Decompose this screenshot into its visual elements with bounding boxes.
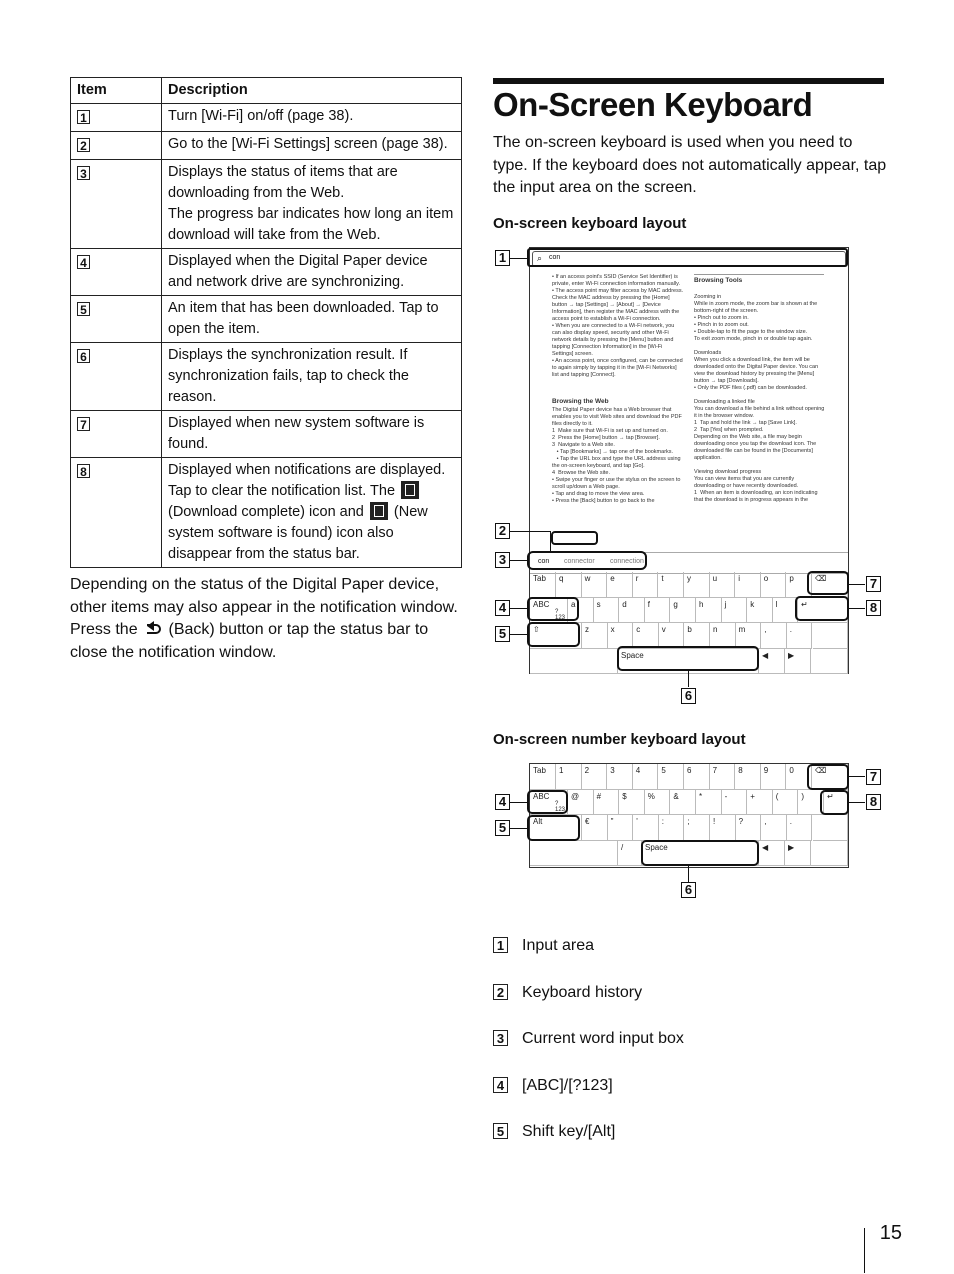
- tab-key[interactable]: Tab: [530, 572, 556, 598]
- key-([interactable]: (: [773, 790, 799, 816]
- callout-6: 6: [681, 688, 696, 704]
- key-?[interactable]: ?: [736, 815, 762, 841]
- key-9[interactable]: 9: [761, 764, 787, 790]
- key-o[interactable]: o: [761, 572, 787, 598]
- history-word[interactable]: connection: [610, 558, 644, 565]
- enter-key[interactable]: ↵: [824, 790, 848, 816]
- blank-key: [811, 841, 848, 867]
- page-number: 15: [879, 1222, 902, 1244]
- key-+[interactable]: +: [747, 790, 773, 816]
- callout-5: 5: [495, 626, 510, 642]
- key-g[interactable]: g: [670, 598, 696, 624]
- legend-label: [ABC]/[?123]: [522, 1077, 613, 1094]
- key-z[interactable]: z: [582, 623, 608, 649]
- header-item: Item: [71, 78, 162, 104]
- delete-key[interactable]: ⌫: [812, 764, 848, 790]
- key-€[interactable]: €: [582, 815, 608, 841]
- callout-7: 7: [866, 576, 881, 592]
- key-2[interactable]: 2: [582, 764, 608, 790]
- item-description: Displayed when notifications are displayed. Tap to clear the notification list. The: [168, 462, 446, 499]
- legend-item: [493, 984, 642, 1002]
- key-@[interactable]: @: [568, 790, 594, 816]
- key-.[interactable]: .: [787, 815, 813, 841]
- enter-key-outline: [795, 596, 849, 621]
- item-description: Go to the [Wi-Fi Settings] screen (page 38).: [162, 132, 462, 160]
- legend-label: Input area: [522, 937, 595, 954]
- key-123-label: ?123: [555, 800, 566, 813]
- enter-key-outline: [820, 790, 849, 815]
- legend-number: 4: [493, 1077, 508, 1093]
- doc-body: Zooming in While in zoom mode, the zoom bar is shown at the bottom-right of the screen. • Pinch out to zoom in. • Pinch in to zoom out. • Double-tap to fit the page to the window size. To exit zoom mode, pinch in or double tap again. Downloads When you click a download link, the item will be downloaded onto the Digital Paper device. You can view the download history by pressing the [Menu] button → tap [Downloads]. • Only the PDF files (.pdf) can be downloaded. Downloading a linked file You can download a file behind a link without opening it in the browser window. 1 Tap and hold the link → tap [Save Link]. 2 Tap [Yes] when prompted. Depending on the Web site, a file may begin downloading once you tap the download icon. The downloaded file can be found in the [Documents] application. Viewing download progress You can view items that you are currently downloading or have recently downloaded. 1 When an item is downloading, an icon indicating that the download is in progress appears in the: [694, 294, 825, 503]
- key-a[interactable]: a: [568, 598, 594, 624]
- current-word-box[interactable]: con: [538, 558, 550, 565]
- table-row: [71, 343, 462, 411]
- key-:[interactable]: :: [659, 815, 685, 841]
- item-description-extra: The progress bar indicates how long an item download will take from the Web.: [168, 206, 454, 243]
- key-;[interactable]: ;: [684, 815, 710, 841]
- tab-key[interactable]: Tab: [530, 764, 556, 790]
- item-description: Turn [Wi-Fi] on/off (page 38).: [162, 104, 462, 132]
- key-6[interactable]: 6: [684, 764, 710, 790]
- key-m[interactable]: m: [736, 623, 762, 649]
- delete-key-outline: [807, 764, 849, 790]
- callout-8: 8: [866, 794, 881, 810]
- table-row: [71, 160, 462, 249]
- keyboard-layout-heading: On-screen keyboard layout: [493, 215, 687, 232]
- key-)[interactable]: ): [798, 790, 824, 816]
- paragraph-text: Depending on the status of the Digital Paper device, other items may also appear in the notification window. Press the: [70, 576, 458, 638]
- callout-6: 6: [681, 882, 696, 898]
- key-k[interactable]: k: [747, 598, 773, 624]
- item-description-part: (Download complete) icon and: [168, 504, 364, 520]
- callout-7: 7: [866, 769, 881, 785]
- item-description: Displayed when new system software is found.: [162, 411, 462, 458]
- abc-key[interactable]: ABC ?123: [530, 598, 568, 624]
- legend-item: [493, 1077, 613, 1095]
- key-,[interactable]: ,: [761, 815, 787, 841]
- legend-number: 1: [493, 937, 508, 953]
- doc-heading: Browsing the Web: [552, 398, 609, 405]
- callout-1: 1: [495, 250, 510, 266]
- key-,[interactable]: ,: [761, 623, 787, 649]
- item-number: 5: [77, 302, 90, 316]
- abc-key[interactable]: ABC ?123: [530, 790, 568, 816]
- key-4[interactable]: 4: [633, 764, 659, 790]
- key-n[interactable]: n: [710, 623, 736, 649]
- doc-bullets: • If an access point's SSID (Service Set Identifier) is private, enter Wi-Fi connection information manually. • The access point may filter access by MAC address. Check the MAC address by pressing the [Home] button → tap [Settings] → [About] → [Device Information], then register the MAC address with the access point to establish a Wi-Fi connection. • When you are connected to a Wi-Fi network, you can also display speed, security and other Wi-Fi network details by pressing the [Menu] button and tapping [Connection Information] in the [Wi-Fi Settings] screen. • An access point, once configured, can be connected to again simply by tapping it in the [Wi-Fi Networks] list and tapping [Connect].: [552, 274, 684, 378]
- key-![interactable]: !: [710, 815, 736, 841]
- search-icon: ⌕: [537, 253, 543, 263]
- key-#[interactable]: #: [594, 790, 620, 816]
- key-.[interactable]: .: [787, 623, 813, 649]
- key-5[interactable]: 5: [658, 764, 684, 790]
- key-s[interactable]: s: [594, 598, 620, 624]
- key-123-label: ?123: [555, 608, 566, 621]
- key-i[interactable]: i: [735, 572, 761, 598]
- item-description: An item that has been downloaded. Tap to open the item.: [162, 296, 462, 343]
- page-number-rule: [864, 1228, 865, 1273]
- number-keyboard-heading: On-screen number keyboard layout: [493, 731, 746, 748]
- key-u[interactable]: u: [710, 572, 736, 598]
- item-description: Displayed when the Digital Paper device and network drive are synchronizing.: [162, 249, 462, 296]
- key-8[interactable]: 8: [735, 764, 761, 790]
- new-system-software-icon: [370, 502, 388, 520]
- table-row: [71, 104, 462, 132]
- item-number: 1: [77, 110, 90, 124]
- item-number: 4: [77, 255, 90, 269]
- space-key[interactable]: Space: [618, 649, 759, 675]
- key-&[interactable]: &: [670, 790, 696, 816]
- space-key-outline: [617, 646, 759, 671]
- key-0[interactable]: 0: [786, 764, 812, 790]
- item-number: 2: [77, 138, 90, 152]
- key-%[interactable]: %: [645, 790, 671, 816]
- key-$[interactable]: $: [619, 790, 645, 816]
- key-7[interactable]: 7: [710, 764, 736, 790]
- legend-item: [493, 1123, 615, 1141]
- shift-key[interactable]: ⇧: [530, 623, 582, 649]
- key-d[interactable]: d: [619, 598, 645, 624]
- key-l[interactable]: l: [773, 598, 799, 624]
- callout-5: 5: [495, 820, 510, 836]
- key-b[interactable]: b: [684, 623, 710, 649]
- left-arrow-key[interactable]: ◀: [759, 841, 785, 867]
- space-key-outline: [641, 840, 759, 866]
- key-y[interactable]: y: [684, 572, 710, 598]
- input-text: con: [549, 254, 561, 261]
- legend-label: Keyboard history: [522, 984, 643, 1001]
- table-row: [71, 296, 462, 343]
- history-word[interactable]: connector: [564, 558, 595, 565]
- table-header-row: [71, 78, 462, 104]
- alt-key-outline: [527, 815, 580, 841]
- doc-body: The Digital Paper device has a Web browser that enables you to visit Web sites and download the PDF files directly to it. 1 Make sure that Wi-Fi is set up and turned on. 2 Press the [Home] button → tap [Browser]. 3 Navigate to a Web site. • Tap [Bookmarks] → tap one of the bookmarks. • Tap the URL box and type the URL address using the on-screen keyboard, and tap [Go]. 4 Browse the Web site. • Swipe your finger or use the stylus on the screen to scroll up/down a Web page. • Tap and drag to move the view area. • Press the [Back] button to go back to the: [552, 407, 682, 504]
- key-"[interactable]: ": [608, 815, 634, 841]
- alt-key[interactable]: Alt: [530, 815, 582, 841]
- key-*[interactable]: *: [696, 790, 722, 816]
- legend-label: Current word input box: [522, 1030, 684, 1047]
- item-number: 8: [77, 464, 90, 478]
- key-r[interactable]: r: [633, 572, 659, 598]
- legend-number: 2: [493, 984, 508, 1000]
- callout-8: 8: [866, 600, 881, 616]
- delete-key[interactable]: ⌫: [812, 572, 848, 598]
- key-j[interactable]: j: [722, 598, 748, 624]
- legend-number: 3: [493, 1030, 508, 1046]
- legend-item: [493, 937, 594, 955]
- legend-item: [493, 1030, 684, 1048]
- key-p[interactable]: p: [786, 572, 812, 598]
- key-slash[interactable]: /: [618, 841, 642, 867]
- shift-key-outline: [527, 622, 580, 647]
- current-word-outline: [527, 551, 647, 570]
- space-key[interactable]: Space: [642, 841, 759, 867]
- back-icon: [142, 621, 164, 635]
- blank-key: [811, 649, 848, 675]
- blank-key: [530, 841, 618, 867]
- key-c[interactable]: c: [633, 623, 659, 649]
- download-complete-icon: [401, 481, 419, 499]
- left-arrow-key[interactable]: ◀: [759, 649, 785, 675]
- paragraph-text: (Back) button or tap the status bar to close the notification window.: [70, 621, 429, 661]
- title-rule: [493, 78, 884, 84]
- table-row: [71, 249, 462, 296]
- item-description-part: (New system software is found) icon also disappear from the status bar.: [168, 504, 428, 562]
- abc-key-outline: [527, 597, 579, 621]
- key-f[interactable]: f: [645, 598, 671, 624]
- enter-key[interactable]: ↵: [798, 598, 848, 624]
- delete-key-outline: [807, 571, 849, 595]
- key-'[interactable]: ': [633, 815, 659, 841]
- key-t[interactable]: t: [658, 572, 684, 598]
- callout-4: 4: [495, 794, 510, 810]
- item-description: Displays the status of items that are downloading from the Web.: [168, 164, 398, 201]
- header-description: Description: [162, 78, 462, 104]
- key-q[interactable]: q: [556, 572, 582, 598]
- doc-heading: Browsing Tools: [694, 277, 743, 284]
- key-h[interactable]: h: [696, 598, 722, 624]
- table-row: [71, 411, 462, 458]
- page-title: On-Screen Keyboard: [493, 86, 813, 123]
- blank-key: [813, 623, 848, 649]
- key-x[interactable]: x: [608, 623, 634, 649]
- key-v[interactable]: v: [659, 623, 685, 649]
- blank-key: [530, 649, 618, 675]
- callout-4: 4: [495, 600, 510, 616]
- items-table: [70, 77, 462, 568]
- right-arrow-key[interactable]: ▶: [785, 649, 811, 675]
- key-1[interactable]: 1: [556, 764, 582, 790]
- item-number: 6: [77, 349, 90, 363]
- right-arrow-key[interactable]: ▶: [785, 841, 811, 867]
- key-w[interactable]: w: [582, 572, 608, 598]
- table-row: [71, 458, 462, 568]
- callout-3: 3: [495, 552, 510, 568]
- abc-key-outline: [527, 790, 568, 814]
- table-row: [71, 132, 462, 160]
- callout-2: 2: [495, 523, 510, 539]
- key-3[interactable]: 3: [607, 764, 633, 790]
- item-description: Displays the synchronization result. If synchronization fails, tap to check the reason.: [162, 343, 462, 411]
- item-number: 7: [77, 417, 90, 431]
- item-number: 3: [77, 166, 90, 180]
- legend-number: 5: [493, 1123, 508, 1139]
- blank-key: [813, 815, 848, 841]
- intro-paragraph: The on-screen keyboard is used when you need to type. If the keyboard does not automatically appear, tap the input area on the screen.: [493, 134, 887, 196]
- notification-paragraph: [70, 574, 465, 664]
- key--[interactable]: -: [722, 790, 748, 816]
- key-e[interactable]: e: [607, 572, 633, 598]
- legend-label: Shift key/[Alt]: [522, 1123, 616, 1140]
- input-area-outline: [527, 248, 848, 267]
- keyboard-history-outline: [551, 531, 598, 545]
